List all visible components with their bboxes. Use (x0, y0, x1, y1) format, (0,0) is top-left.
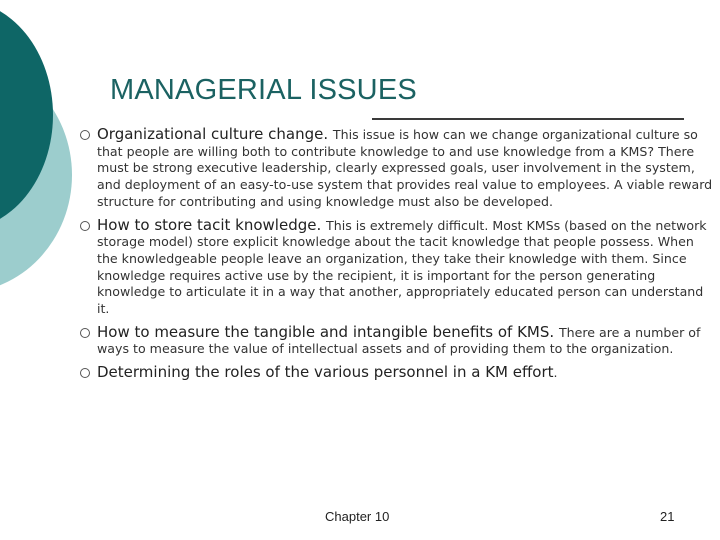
footer-chapter: Chapter 10 (325, 509, 390, 524)
slide-title: MANAGERIAL ISSUES (110, 74, 417, 106)
bullet-list (80, 126, 714, 388)
bullet-heading: How to measure the tangible and intangible benefits of KMS. (97, 322, 559, 341)
bullet-content (97, 364, 714, 382)
bullet-circle-icon (80, 368, 90, 378)
bullet-item-benefits (80, 324, 714, 358)
bullet-text: This issue is how can we change organizational culture so that people are willing both to contribute knowledge to and use knowledge from a KMS? There must be strong executive leadership, clearly expressed goals, user involvement in the system, and deployment of an easy-to-use system that provides real value to employees. A viable reward structure for contributing and using knowledge must also be developed. (97, 127, 713, 209)
bullet-circle-icon (80, 130, 90, 140)
bullet-content (97, 217, 714, 318)
bullet-item-culture (80, 126, 714, 211)
bullet-text: There are a number of ways to measure the value of intellectual assets and of providing them to the organization. (97, 324, 701, 357)
bullet-item-tacit (80, 217, 714, 318)
bullet-circle-icon (80, 328, 90, 338)
bullet-text: . (553, 365, 558, 381)
bullet-item-roles (80, 364, 714, 382)
bullet-content (97, 126, 714, 211)
bullet-heading: Determining the roles of the various personnel in a KM effort (97, 363, 554, 382)
decorative-teal-shapes (0, 0, 80, 290)
title-underline (372, 118, 684, 120)
page-number: 21 (660, 509, 675, 524)
bullet-heading: Organizational culture change. (97, 125, 333, 143)
bullet-circle-icon (80, 221, 90, 231)
bullet-content (97, 324, 714, 358)
bullet-heading: How to store tacit knowledge. (97, 215, 327, 234)
bullet-text: This is extremely difficult. Most KMSs (based on the network storage model) store explicit knowledge about the tacit knowledge that people possess. When the knowledgeable people leave an organization, they take their knowledge with them. Since knowledge requires active use by the recipient, it is important for the person generating knowledge to articulate it in a way that another, appropriately educated person can understand it. (97, 217, 707, 317)
